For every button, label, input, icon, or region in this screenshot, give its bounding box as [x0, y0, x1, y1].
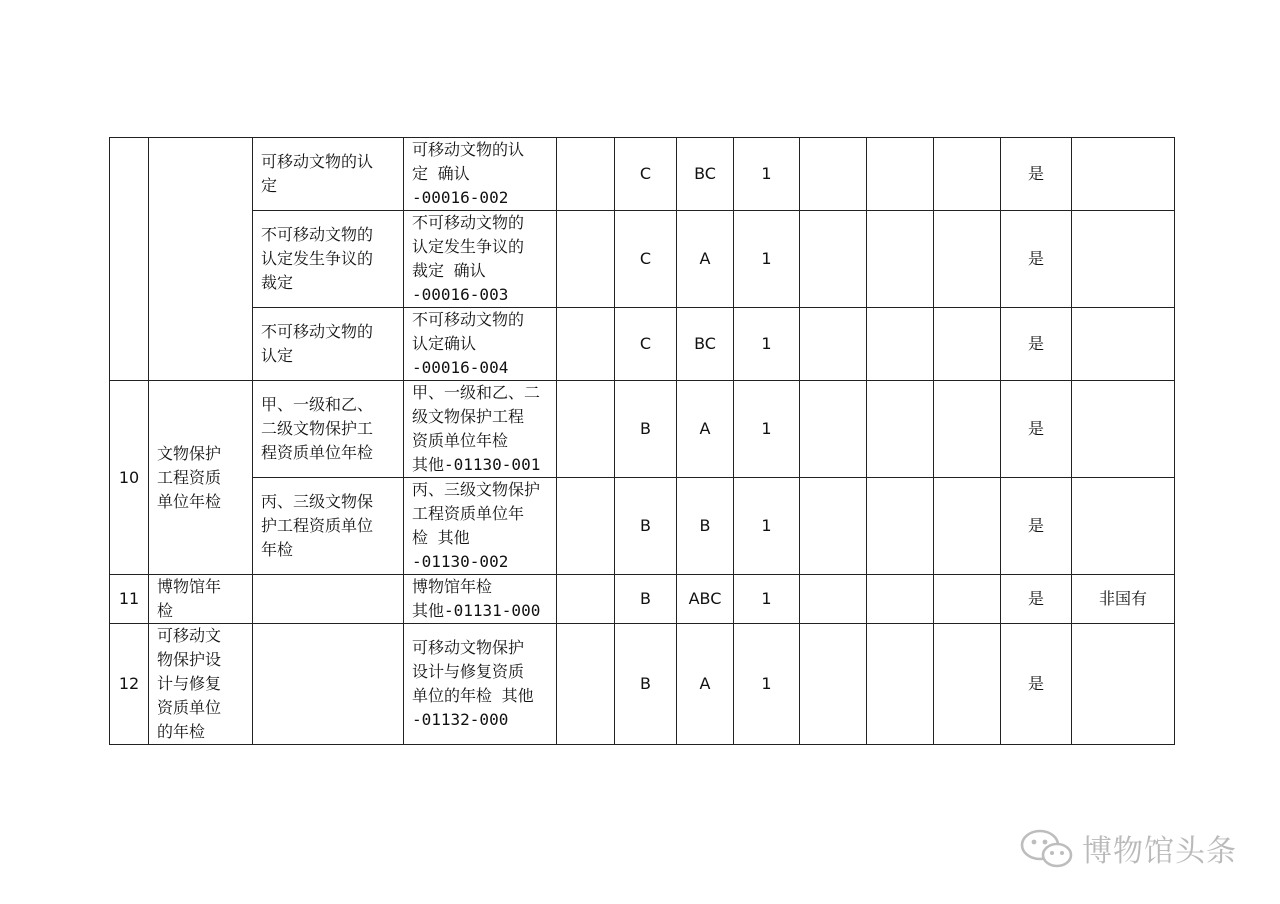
empty-cell — [934, 138, 1001, 211]
grade-cell: A — [677, 381, 734, 478]
note-cell — [1072, 211, 1175, 308]
empty-cell — [557, 138, 615, 211]
empty-cell — [800, 138, 867, 211]
flag-cell: 是 — [1001, 478, 1072, 575]
code-cell: 甲、一级和乙、二 级文物保护工程 资质单位年检 其他-01130-001 — [404, 381, 557, 478]
flag-cell: 是 — [1001, 211, 1072, 308]
sub-item-cell — [253, 624, 404, 745]
flag-cell: 是 — [1001, 381, 1072, 478]
empty-cell — [557, 624, 615, 745]
empty-cell — [867, 138, 934, 211]
empty-cell — [934, 308, 1001, 381]
empty-cell — [557, 575, 615, 624]
count-cell: 1 — [734, 138, 800, 211]
code-cell: 不可移动文物的 认定发生争议的 裁定 确认 -00016-003 — [404, 211, 557, 308]
empty-cell — [934, 381, 1001, 478]
sub-item-cell — [253, 575, 404, 624]
flag-cell: 是 — [1001, 575, 1072, 624]
empty-cell — [800, 211, 867, 308]
empty-cell — [800, 308, 867, 381]
note-cell — [1072, 478, 1175, 575]
count-cell: 1 — [734, 308, 800, 381]
empty-cell — [867, 308, 934, 381]
level-cell: C — [615, 138, 677, 211]
note-cell: 非国有 — [1072, 575, 1175, 624]
empty-cell — [867, 624, 934, 745]
wechat-icon — [1018, 828, 1076, 868]
empty-cell — [934, 624, 1001, 745]
watermark — [1018, 826, 1237, 870]
table-row — [110, 575, 1175, 624]
grade-cell: A — [677, 624, 734, 745]
flag-cell: 是 — [1001, 624, 1072, 745]
empty-cell — [867, 211, 934, 308]
watermark-text: 博物馆头条 — [1082, 834, 1237, 869]
code-cell: 不可移动文物的 认定确认 -00016-004 — [404, 308, 557, 381]
empty-cell — [800, 624, 867, 745]
empty-cell — [557, 211, 615, 308]
count-cell: 1 — [734, 575, 800, 624]
grade-cell: BC — [677, 138, 734, 211]
note-cell — [1072, 308, 1175, 381]
empty-cell — [557, 381, 615, 478]
approval-items-table — [109, 137, 1175, 745]
sub-item-cell: 可移动文物的认 定 — [253, 138, 404, 211]
note-cell — [1072, 138, 1175, 211]
empty-cell — [867, 478, 934, 575]
level-cell: C — [615, 308, 677, 381]
code-cell: 丙、三级文物保护 工程资质单位年 检 其他 -01130-002 — [404, 478, 557, 575]
level-cell: C — [615, 211, 677, 308]
flag-cell: 是 — [1001, 138, 1072, 211]
grade-cell: A — [677, 211, 734, 308]
sub-item-cell: 不可移动文物的 认定 — [253, 308, 404, 381]
code-cell: 博物馆年检 其他-01131-000 — [404, 575, 557, 624]
item-name-cell — [149, 138, 253, 381]
empty-cell — [800, 575, 867, 624]
empty-cell — [557, 308, 615, 381]
table-row — [110, 308, 1175, 381]
empty-cell — [800, 478, 867, 575]
code-cell: 可移动文物保护 设计与修复资质 单位的年检 其他 -01132-000 — [404, 624, 557, 745]
level-cell: B — [615, 381, 677, 478]
table-row — [110, 211, 1175, 308]
count-cell: 1 — [734, 624, 800, 745]
grade-cell: ABC — [677, 575, 734, 624]
grade-cell: BC — [677, 308, 734, 381]
empty-cell — [934, 478, 1001, 575]
row-number-cell: 10 — [110, 381, 149, 575]
sub-item-cell: 不可移动文物的 认定发生争议的 裁定 — [253, 211, 404, 308]
flag-cell: 是 — [1001, 308, 1072, 381]
row-number-cell — [110, 138, 149, 381]
item-name-cell: 可移动文 物保护设 计与修复 资质单位 的年检 — [149, 624, 253, 745]
row-number-cell: 11 — [110, 575, 149, 624]
count-cell: 1 — [734, 211, 800, 308]
table-row — [110, 381, 1175, 478]
empty-cell — [934, 575, 1001, 624]
empty-cell — [934, 211, 1001, 308]
sub-item-cell: 甲、一级和乙、 二级文物保护工 程资质单位年检 — [253, 381, 404, 478]
table-row — [110, 624, 1175, 745]
level-cell: B — [615, 575, 677, 624]
item-name-cell: 博物馆年 检 — [149, 575, 253, 624]
empty-cell — [867, 381, 934, 478]
level-cell: B — [615, 478, 677, 575]
note-cell — [1072, 381, 1175, 478]
table-row — [110, 478, 1175, 575]
code-cell: 可移动文物的认 定 确认 -00016-002 — [404, 138, 557, 211]
row-number-cell: 12 — [110, 624, 149, 745]
empty-cell — [800, 381, 867, 478]
item-name-cell: 文物保护 工程资质 单位年检 — [149, 381, 253, 575]
note-cell — [1072, 624, 1175, 745]
count-cell: 1 — [734, 478, 800, 575]
count-cell: 1 — [734, 381, 800, 478]
level-cell: B — [615, 624, 677, 745]
empty-cell — [557, 478, 615, 575]
table-row — [110, 138, 1175, 211]
sub-item-cell: 丙、三级文物保 护工程资质单位 年检 — [253, 478, 404, 575]
grade-cell: B — [677, 478, 734, 575]
empty-cell — [867, 575, 934, 624]
